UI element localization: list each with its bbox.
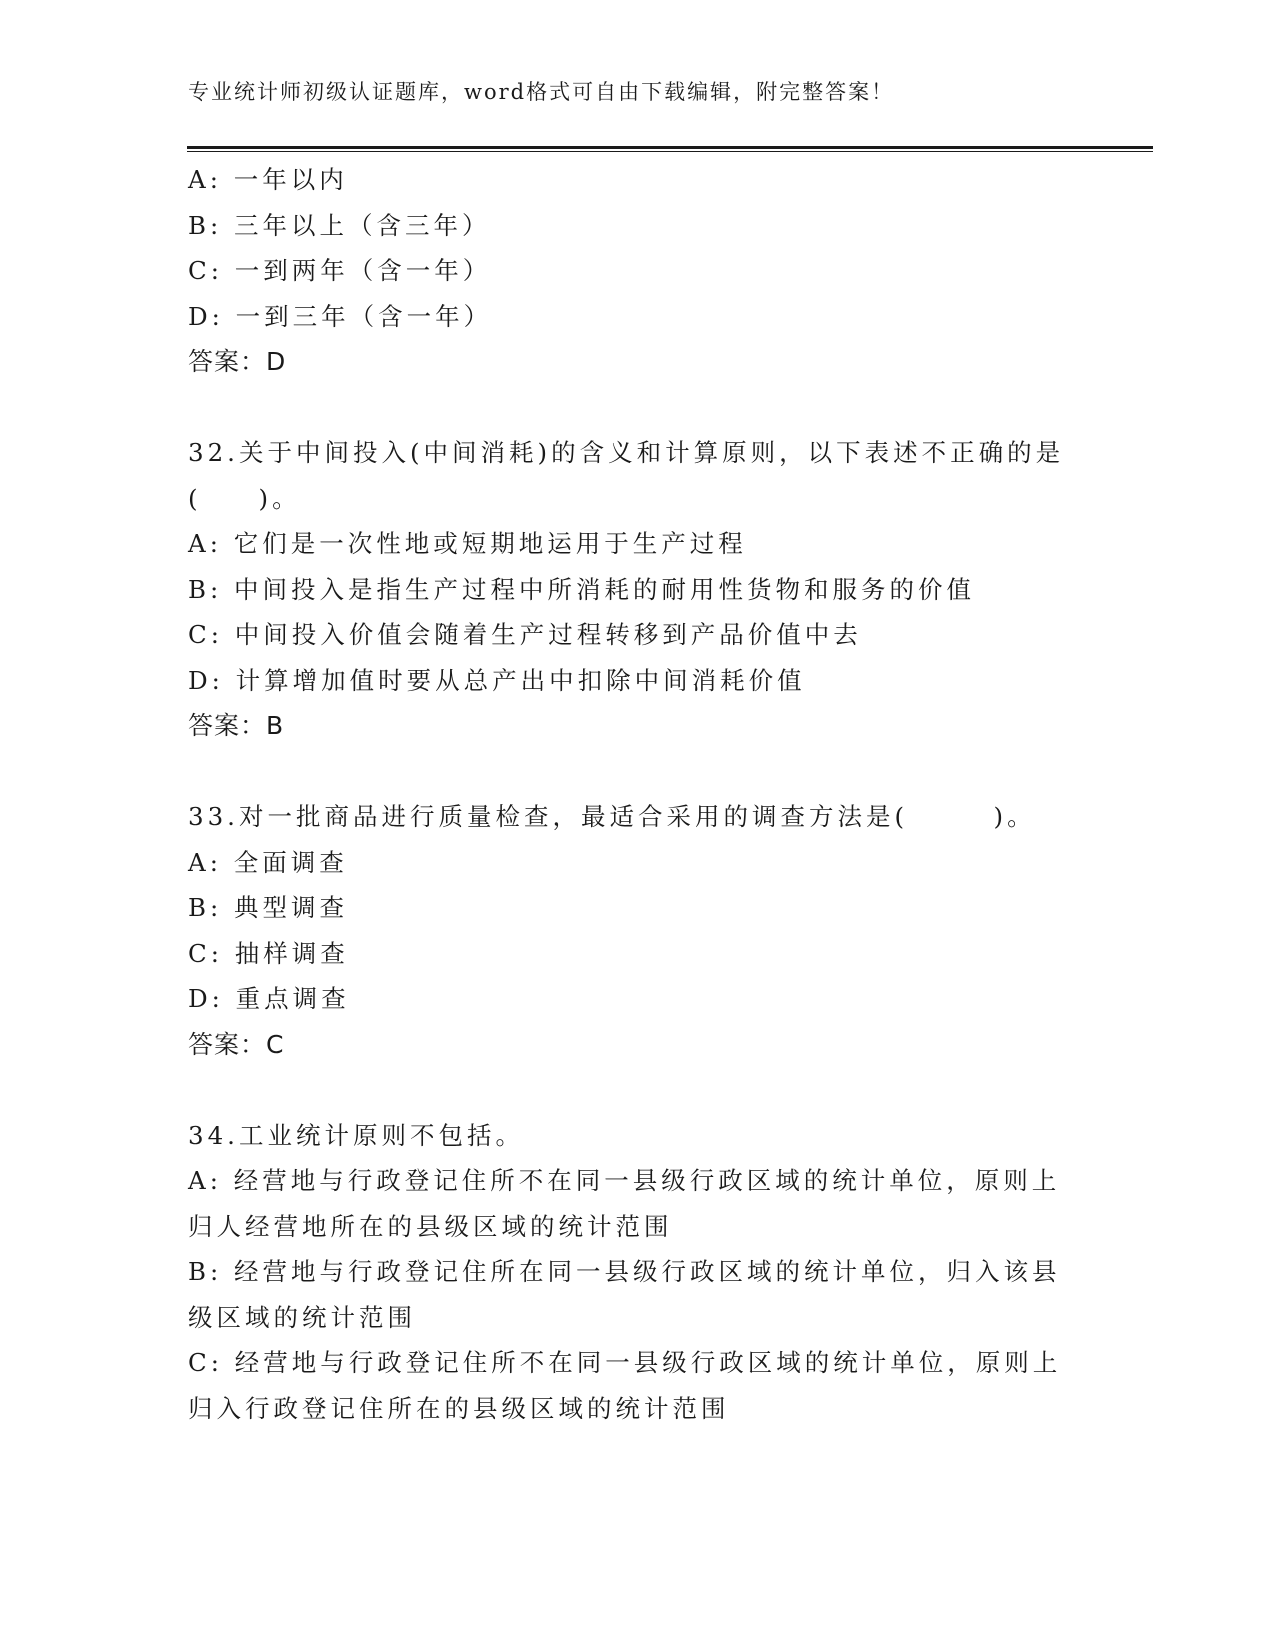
option-a-line1: A: 经营地与行政登记住所不在同一县级行政区域的统计单位，原则上 [188, 1166, 1061, 1195]
option-b: B: 三年以上（含三年） [188, 210, 491, 240]
option-a: A: 它们是一次性地或短期地运用于生产过程 [188, 529, 747, 558]
header-rule-thin [187, 151, 1153, 152]
option-d: D: 重点调查 [188, 984, 350, 1013]
answer-line: 答案：B [188, 711, 285, 740]
spacer [188, 1067, 1088, 1113]
spacer [188, 385, 1088, 431]
question-text: 33.对一批商品进行质量检查，最适合采用的调查方法是( )。 [188, 802, 1036, 831]
question-text-line2: ( )。 [188, 483, 301, 513]
option-a: A: 全面调查 [188, 847, 348, 877]
option-b: B: 典型调查 [188, 893, 349, 922]
question-content [188, 157, 1088, 1431]
header-rule-thick [187, 146, 1153, 149]
answer-line: 答案：D [188, 347, 287, 376]
question-32 [188, 430, 1088, 749]
option-c: C: 抽样调查 [188, 938, 349, 968]
answer-line: 答案：C [188, 1029, 285, 1059]
option-d: D: 计算增加值时要从总产出中扣除中间消耗价值 [188, 665, 806, 695]
option-c: C: 一到两年（含一年） [188, 256, 492, 285]
option-b-line1: B: 经营地与行政登记住所在同一县级行政区域的统计单位，归入该县 [188, 1257, 1061, 1286]
option-a: A: 一年以内 [188, 165, 348, 194]
question-34 [188, 1113, 1088, 1432]
option-b: B: 中间投入是指生产过程中所消耗的耐用性货物和服务的价值 [188, 574, 976, 604]
option-c: C: 中间投入价值会随着生产过程转移到产品价值中去 [188, 620, 862, 649]
question-31 [188, 157, 1088, 385]
option-a-line2: 归人经营地所在的县级区域的统计范围 [188, 1211, 673, 1241]
question-text: 34.工业统计原则不包括。 [188, 1120, 524, 1150]
option-c-line1: C: 经营地与行政登记住所不在同一县级行政区域的统计单位，原则上 [188, 1348, 1062, 1377]
option-d: D: 一到三年（含一年） [188, 301, 493, 331]
option-b-line2: 级区域的统计范围 [188, 1302, 416, 1332]
page-header: 专业统计师初级认证题库，word格式可自由下载编辑，附完整答案！ [188, 80, 895, 104]
option-c-line2: 归入行政登记住所在的县级区域的统计范围 [188, 1393, 730, 1423]
question-33 [188, 794, 1088, 1067]
question-text-line1: 32.关于中间投入(中间消耗)的含义和计算原则，以下表述不正确的是 [188, 438, 1065, 467]
spacer [188, 749, 1088, 795]
